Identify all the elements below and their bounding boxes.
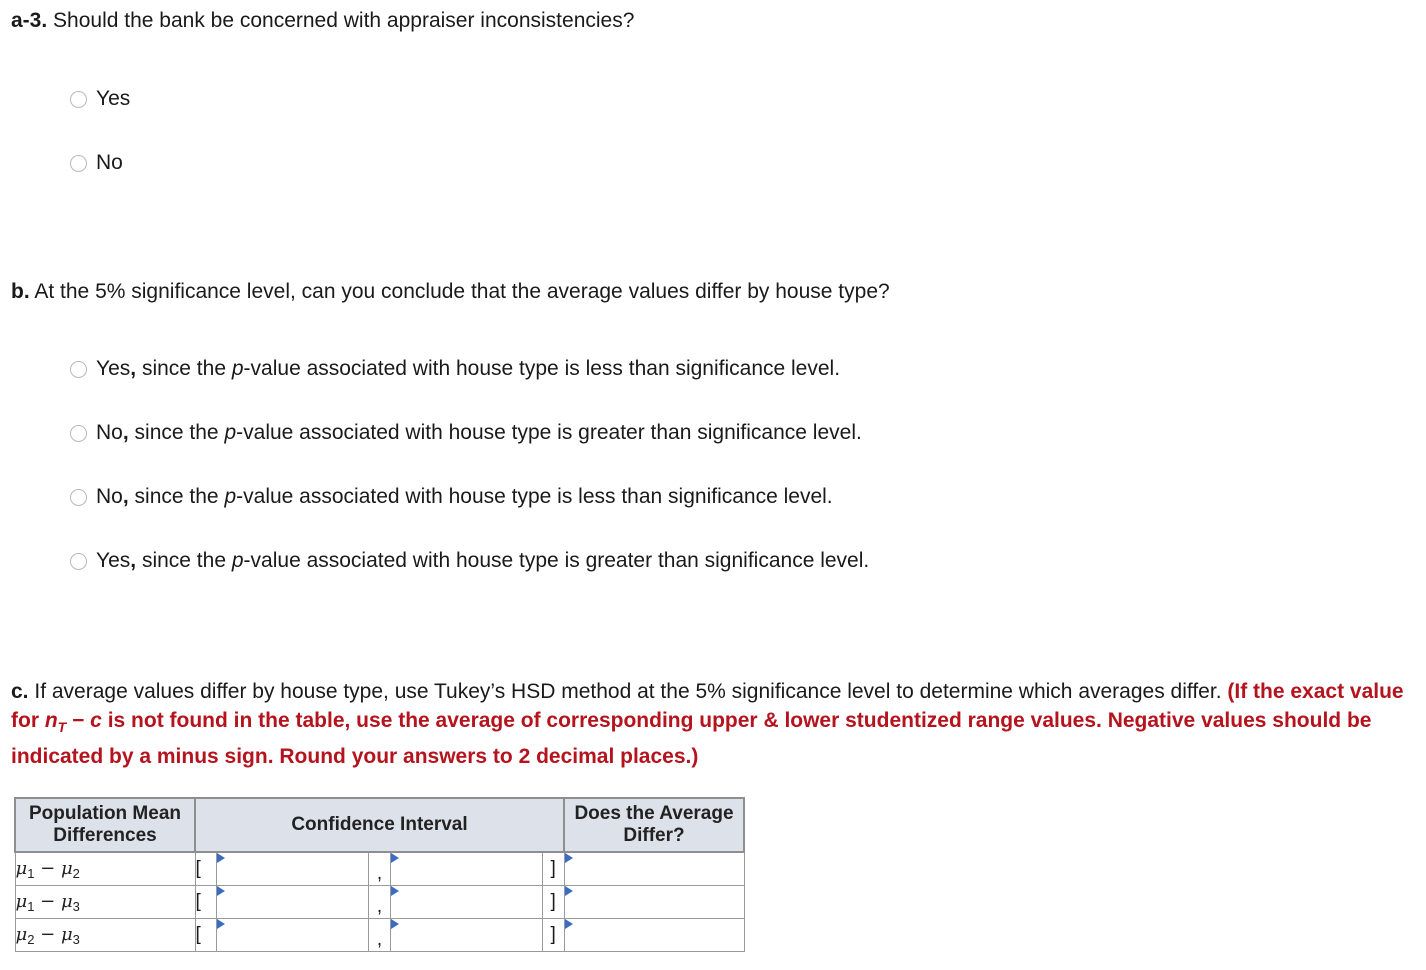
question-text: At the 5% significance level, can you conclude that the average values differ by house type? (34, 280, 890, 303)
option-label: Yes, since the p-value associated with house type is less than significance level. (96, 357, 841, 380)
header-average-differ: Does the Average Differ? (564, 798, 744, 852)
row-label: $\mu_2 - \mu_3$ (15, 919, 195, 952)
lower-bound-input[interactable] (217, 855, 368, 883)
radio-button[interactable] (70, 425, 87, 442)
lower-bound-cell[interactable] (217, 919, 369, 952)
comma-separator: , (369, 852, 391, 886)
close-bracket: ] (542, 852, 564, 886)
table-row (15, 852, 744, 886)
question-number: c. (11, 680, 29, 703)
radio-option-b1[interactable] (70, 357, 840, 381)
flag-icon (565, 919, 573, 929)
radio-button[interactable] (70, 155, 87, 172)
question-number: b. (11, 280, 30, 303)
table-row (15, 886, 744, 919)
flag-icon (391, 853, 399, 863)
question-c (11, 677, 1416, 771)
average-differ-dropdown[interactable] (564, 919, 744, 952)
radio-option-b3[interactable] (70, 485, 833, 509)
flag-icon (565, 886, 573, 896)
header-confidence-interval: Confidence Interval (195, 798, 564, 852)
option-label: No, since the p-value associated with house type is greater than significance level. (96, 421, 862, 444)
row-label: $\mu_1 - \mu_3$ (15, 886, 195, 919)
question-number: a-3. (11, 9, 48, 32)
close-bracket: ] (542, 886, 564, 919)
flag-icon (391, 886, 399, 896)
radio-option-b4[interactable] (70, 549, 869, 573)
tukey-table (14, 797, 745, 952)
question-b (11, 278, 890, 306)
comma-separator: , (369, 886, 391, 919)
flag-icon (565, 853, 573, 863)
open-bracket: [ (195, 919, 217, 952)
flag-icon (217, 919, 225, 929)
instructions: (If the exact value for $n_T - c$ is not found in the table, use the average of corresponding upper & lower studentized range values. Negative values should be indicated by a minus sign. Round your answers to 2 decimal places.) (11, 680, 1404, 768)
lower-bound-input[interactable] (217, 888, 368, 916)
upper-bound-input[interactable] (391, 855, 542, 883)
row-label: $\mu_1 - \mu_2$ (15, 852, 195, 886)
header-population-mean: Population Mean Differences (15, 798, 195, 852)
option-label: Yes, since the p-value associated with house type is greater than significance level. (96, 549, 870, 572)
lower-bound-cell[interactable] (217, 886, 369, 919)
open-bracket: [ (195, 852, 217, 886)
upper-bound-input[interactable] (391, 888, 542, 916)
average-differ-dropdown[interactable] (564, 886, 744, 919)
radio-option-no[interactable] (70, 151, 123, 175)
question-text: Should the bank be concerned with appraiser inconsistencies? (53, 9, 635, 32)
radio-option-b2[interactable] (70, 421, 862, 445)
close-bracket: ] (542, 919, 564, 952)
radio-option-yes[interactable] (70, 87, 130, 111)
radio-button[interactable] (70, 489, 87, 506)
average-differ-dropdown[interactable] (564, 852, 744, 886)
radio-button[interactable] (70, 91, 87, 108)
question-text: If average values differ by house type, use Tukey’s HSD method at the 5% significance level to determine which averages differ. (34, 680, 1222, 703)
option-label: No, since the p-value associated with house type is less than significance level. (96, 485, 833, 508)
option-label: No (96, 151, 123, 174)
flag-icon (217, 886, 225, 896)
table-row (15, 919, 744, 952)
lower-bound-cell[interactable] (217, 852, 369, 886)
lower-bound-input[interactable] (217, 921, 368, 949)
flag-icon (217, 853, 225, 863)
comma-separator: , (369, 919, 391, 952)
radio-button[interactable] (70, 361, 87, 378)
upper-bound-cell[interactable] (390, 919, 542, 952)
radio-button[interactable] (70, 553, 87, 570)
open-bracket: [ (195, 886, 217, 919)
upper-bound-cell[interactable] (390, 852, 542, 886)
question-a3 (11, 7, 634, 35)
flag-icon (391, 919, 399, 929)
upper-bound-cell[interactable] (390, 886, 542, 919)
upper-bound-input[interactable] (391, 921, 542, 949)
option-label: Yes (96, 87, 131, 110)
